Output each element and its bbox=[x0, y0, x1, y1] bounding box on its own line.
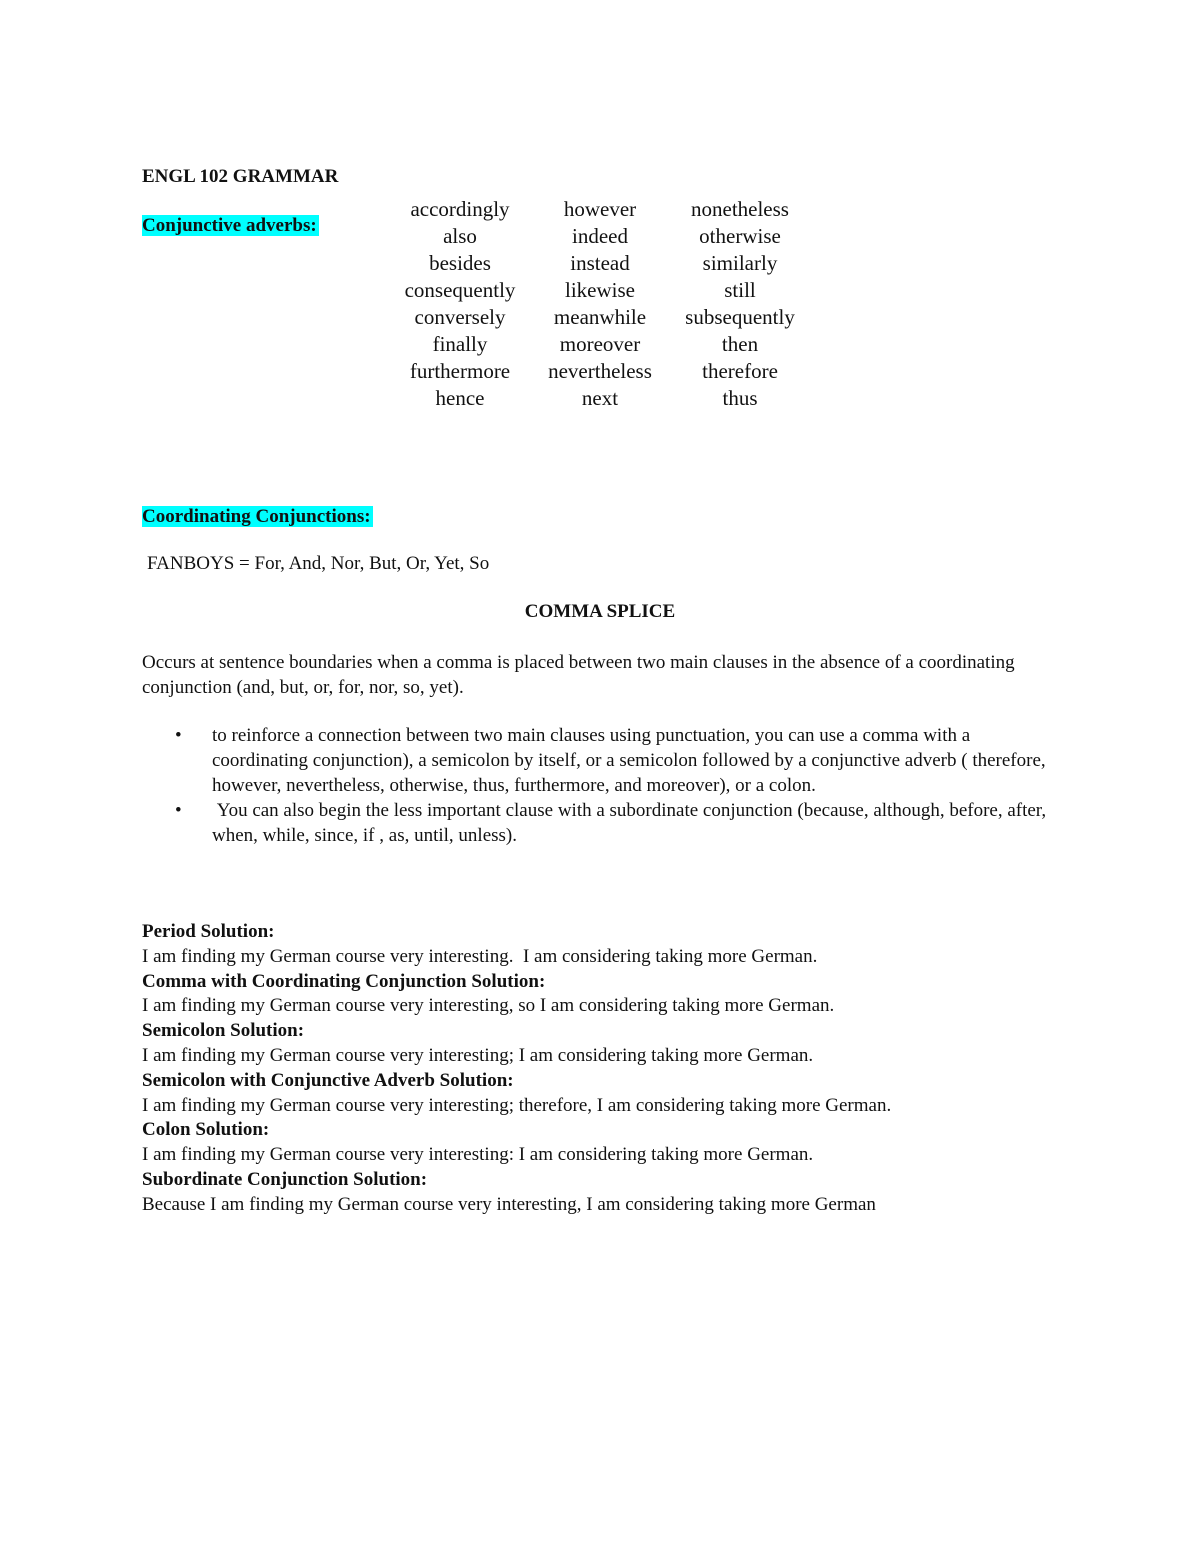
adverb-item: accordingly bbox=[410, 197, 510, 221]
adverb-item: besides bbox=[429, 251, 491, 275]
comma-splice-definition: Occurs at sentence boundaries when a comma is placed between two main clauses in the absence of a coordinating conjunction (and, but, or, for, nor, so, yet). bbox=[142, 652, 1015, 698]
solution-title: Colon Solution: bbox=[142, 1119, 270, 1141]
document-title: ENGL 102 GRAMMAR bbox=[142, 166, 339, 187]
solution-title: Period Solution: bbox=[142, 921, 275, 942]
bullet-item bbox=[142, 723, 1067, 798]
conjunctive-adverbs-heading: Conjunctive adverbs: bbox=[142, 215, 317, 236]
adverb-column-1 bbox=[390, 196, 530, 412]
bullet-text: to reinforce a connection between two main clauses using punctuation, you can use a comma with a coordinating conjunction), a semicolon by itself, or a semicolon followed by a conjunctive adverb ( therefore, however, nevertheless, otherwise, thus, furthermore, and moreover), or a colon. bbox=[212, 725, 1046, 796]
adverb-item: however bbox=[563, 197, 637, 221]
adverb-item: hence bbox=[435, 386, 485, 410]
adverb-item: then bbox=[721, 332, 759, 356]
adverb-item: furthermore bbox=[409, 359, 511, 383]
adverb-item: therefore bbox=[702, 359, 778, 383]
adverb-item: similarly bbox=[702, 251, 778, 275]
solution-title: Comma with Coordinating Conjunction Solution: bbox=[142, 970, 546, 992]
adverb-item: instead bbox=[570, 251, 630, 275]
solution-title: Semicolon with Conjunctive Adverb Solution: bbox=[142, 1069, 514, 1091]
conjunctive-adverbs-label bbox=[142, 215, 319, 237]
solution-title: Subordinate Conjunction Solution: bbox=[142, 1168, 428, 1190]
solution-example: I am finding my German course very interesting; I am considering taking more German. bbox=[142, 1044, 814, 1066]
adverb-item: still bbox=[724, 278, 756, 302]
conjunctive-adverbs-table bbox=[390, 196, 810, 412]
adverb-item: indeed bbox=[572, 224, 628, 248]
adverb-item: finally bbox=[432, 332, 488, 356]
adverb-item: also bbox=[443, 224, 477, 248]
fanboys-line: FANBOYS = For, And, Nor, But, Or, Yet, So bbox=[147, 553, 490, 574]
coordinating-conjunctions-label bbox=[142, 506, 373, 528]
solution-example: Because I am finding my German course very interesting, I am considering taking more German bbox=[142, 1193, 876, 1215]
solution-example: I am finding my German course very interesting: I am considering taking more German. bbox=[142, 1144, 814, 1166]
adverb-item: consequently bbox=[404, 278, 516, 302]
adverb-item: subsequently bbox=[685, 305, 795, 329]
adverb-item: conversely bbox=[414, 305, 506, 329]
bullet-icon: • bbox=[175, 725, 182, 746]
adverb-item: thus bbox=[722, 386, 758, 410]
adverb-item: next bbox=[581, 386, 619, 410]
solution-example: I am finding my German course very interesting. I am considering taking more German. bbox=[142, 945, 818, 967]
solution-example: I am finding my German course very interesting, so I am considering taking more German. bbox=[142, 995, 835, 1017]
solutions-list bbox=[142, 920, 1092, 1218]
adverb-item: likewise bbox=[565, 278, 635, 302]
adverb-column-3 bbox=[670, 196, 810, 412]
adverb-item: meanwhile bbox=[553, 305, 647, 329]
bullet-icon: • bbox=[175, 800, 182, 821]
coordinating-conjunctions-heading: Coordinating Conjunctions: bbox=[142, 506, 371, 527]
adverb-item: otherwise bbox=[699, 224, 781, 248]
bullet-item bbox=[142, 798, 1067, 848]
adverb-item: nevertheless bbox=[548, 359, 652, 383]
adverb-item: moreover bbox=[559, 332, 641, 356]
bullet-text: You can also begin the less important clause with a subordinate conjunction (because, although, before, after, when, while, since, if , as, until, unless). bbox=[212, 800, 1051, 846]
comma-splice-bullets bbox=[142, 723, 1067, 848]
adverb-column-2 bbox=[530, 196, 670, 412]
adverb-item: nonetheless bbox=[691, 197, 789, 221]
solution-title: Semicolon Solution: bbox=[142, 1020, 305, 1042]
comma-splice-heading: COMMA SPLICE bbox=[524, 601, 676, 622]
solution-example: I am finding my German course very interesting; therefore, I am considering taking more German. bbox=[142, 1094, 892, 1116]
